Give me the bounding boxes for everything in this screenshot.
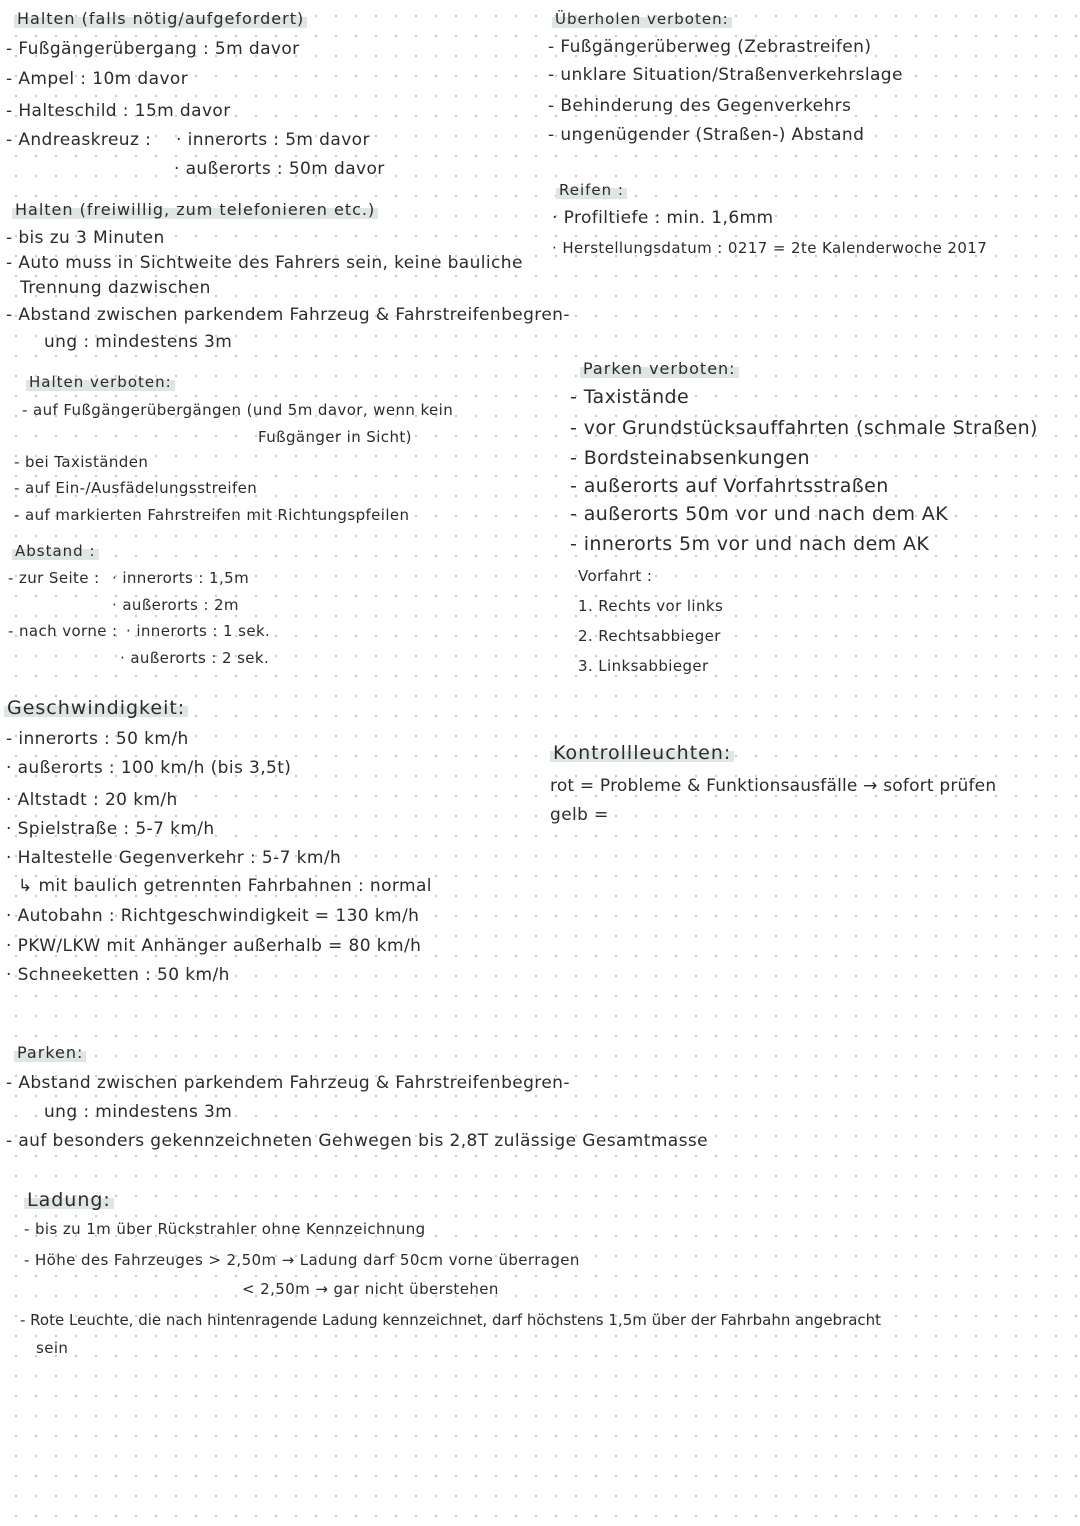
list-item: · Haltestelle Gegenverkehr : 5-7 km/h (6, 848, 342, 868)
list-item: · PKW/LKW mit Anhänger außerhalb = 80 km/h (6, 936, 422, 956)
heading-abstand: Abstand : (12, 540, 99, 562)
list-item: - bis zu 1m über Rückstrahler ohne Kennzeichnung (24, 1220, 426, 1238)
heading-parken-verboten: Parken verboten: (580, 358, 739, 380)
abstand-vorne-inner: · innerorts : 1 sek. (126, 622, 271, 640)
abstand-seite-label: - zur Seite : (8, 569, 100, 587)
list-item: - Abstand zwischen parkendem Fahrzeug & Fahrstreifenbegren- (6, 305, 570, 325)
heading-halten-freiwillig: Halten (freiwillig, zum telefonieren etc.) (12, 199, 378, 221)
list-item: - Fußgängerüberweg (Zebrastreifen) (548, 37, 872, 57)
list-item: - auf Ein-/Ausfädelungsstreifen (14, 479, 258, 497)
list-item: Fußgänger in Sicht) (258, 428, 412, 446)
list-item: sein (36, 1339, 69, 1357)
list-item: - unklare Situation/Straßenverkehrslage (548, 65, 903, 85)
list-item: - Fußgängerübergang : 5m davor (6, 39, 300, 59)
list-item: - auf markierten Fahrstreifen mit Richtungspfeilen (14, 506, 410, 524)
list-item: 2. Rechtsabbieger (578, 627, 721, 645)
list-item: - vor Grundstücksauffahrten (schmale Straßen) (570, 417, 1038, 439)
list-item: ↳ mit baulich getrennten Fahrbahnen : normal (18, 876, 432, 896)
list-item: - Behinderung des Gegenverkehrs (548, 96, 852, 116)
list-item: - ungenügender (Straßen-) Abstand (548, 125, 865, 145)
list-item: - auf besonders gekennzeichneten Gehwegen bis 2,8T zulässige Gesamtmasse (6, 1131, 708, 1151)
list-item: < 2,50m → gar nicht überstehen (242, 1280, 499, 1298)
list-item: · Profiltiefe : min. 1,6mm (552, 208, 774, 228)
list-item: · Autobahn : Richtgeschwindigkeit = 130 km/h (6, 906, 420, 926)
heading-halten-verboten: Halten verboten: (26, 371, 175, 393)
heading-reifen: Reifen : (556, 179, 627, 201)
list-item: · außerorts : 50m davor (174, 159, 385, 179)
list-item: - auf Fußgängerübergängen (und 5m davor, wenn kein (22, 401, 454, 419)
list-item: ung : mindestens 3m (44, 1102, 233, 1122)
list-item: - Rote Leuchte, die nach hintenragende Ladung kennzeichnet, darf höchstens 1,5m über der Fahrbahn angebracht (20, 1311, 882, 1329)
abstand-vorne-label: - nach vorne : (8, 622, 118, 640)
abstand-seite-inner: · innerorts : 1,5m (112, 569, 250, 587)
list-item: · Herstellungsdatum : 0217 = 2te Kalenderwoche 2017 (552, 239, 988, 257)
list-item: - Höhe des Fahrzeuges > 2,50m → Ladung darf 50cm vorne überragen (24, 1251, 580, 1269)
list-item: - außerorts 50m vor und nach dem AK (570, 503, 949, 525)
list-item: 3. Linksabbieger (578, 657, 709, 675)
list-item: rot = Probleme & Funktionsausfälle → sofort prüfen (550, 776, 997, 796)
list-item: 1. Rechts vor links (578, 597, 724, 615)
list-item: · außerorts : 100 km/h (bis 3,5t) (6, 758, 292, 778)
list-item: - innerorts : 50 km/h (6, 729, 189, 749)
list-item: - außerorts auf Vorfahrtsstraßen (570, 475, 889, 497)
heading-parken: Parken: (14, 1042, 86, 1064)
list-item: gelb = (550, 805, 609, 825)
list-item: · Altstadt : 20 km/h (6, 790, 178, 810)
list-item: · innerorts : 5m davor (176, 130, 370, 150)
list-item: - Bordsteinabsenkungen (570, 447, 810, 469)
abstand-seite-ausser: · außerorts : 2m (112, 596, 239, 614)
list-item: - Taxistände (570, 386, 690, 408)
list-item: - Ampel : 10m davor (6, 69, 189, 89)
heading-ladung: Ladung: (24, 1189, 114, 1211)
list-item: - Auto muss in Sichtweite des Fahrers sein, keine bauliche (6, 253, 523, 273)
list-item: - Andreaskreuz : (6, 130, 152, 150)
heading-geschwindigkeit: Geschwindigkeit: (4, 697, 188, 719)
list-item: · Schneeketten : 50 km/h (6, 965, 230, 985)
list-item: - Abstand zwischen parkendem Fahrzeug & Fahrstreifenbegren- (6, 1073, 570, 1093)
list-item: - innerorts 5m vor und nach dem AK (570, 533, 930, 555)
list-item: - bis zu 3 Minuten (6, 228, 165, 248)
list-item: · Spielstraße : 5-7 km/h (6, 819, 215, 839)
list-item: ung : mindestens 3m (44, 332, 233, 352)
heading-ueberholen-verboten: Überholen verboten: (552, 8, 732, 30)
list-item: - Halteschild : 15m davor (6, 101, 231, 121)
heading-kontrollleuchten: Kontrollleuchten: (550, 742, 734, 764)
heading-vorfahrt: Vorfahrt : (578, 567, 653, 585)
list-item: - bei Taxiständen (14, 453, 149, 471)
abstand-vorne-ausser: · außerorts : 2 sek. (120, 649, 270, 667)
list-item: Trennung dazwischen (20, 278, 211, 298)
heading-halten-pflicht: Halten (falls nötig/aufgefordert) (14, 8, 307, 30)
